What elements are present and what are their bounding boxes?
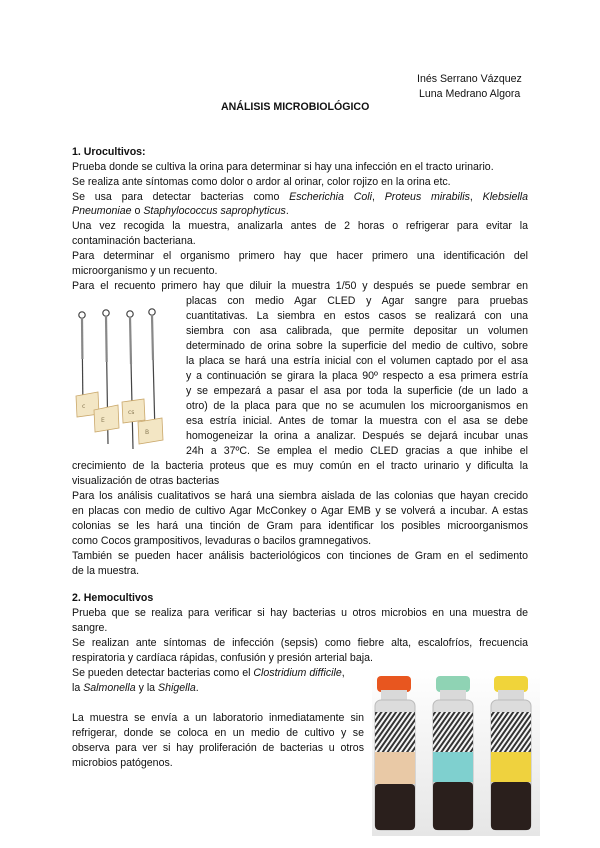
paragraph-line: Una vez recogida la muestra, analizarla antes de 2 horas o refrigerar para evitar la xyxy=(72,220,528,232)
paragraph-line: Se realiza ante síntomas como dolor o ardor al orinar, color rojizo en la orina etc. xyxy=(72,176,451,188)
paragraph-line: de la muestra. xyxy=(72,565,140,577)
calibrated-loops-icon xyxy=(72,304,176,454)
paragraph-line: refrigerar, donde se coloca en un medio de cultivo y se xyxy=(72,727,364,739)
paragraph-line: y a continuación se girara la placa 90º respecto a esa primera estría xyxy=(186,370,528,382)
paragraph-line: Para determinar el organismo primero hay que hacer primero una identificación del xyxy=(72,250,528,262)
paragraph-line: siembra con asa calibrada, que permite depositar un volumen xyxy=(186,325,528,337)
paragraph-line: Prueba donde se cultiva la orina para determinar si hay una infección en el tracto urinario. xyxy=(72,161,494,173)
paragraph-line: la placa se hará una estría inicial con el volumen captado por el asa xyxy=(186,355,528,367)
author-name-1: Inés Serrano Vázquez xyxy=(417,73,522,85)
paragraph-line: como Cocos grampositivos, levaduras o bacilos gramnegativos. xyxy=(72,535,372,547)
paragraph-line: Prueba que se realiza para verificar si hay bacterias u otros microbios en una muestra de xyxy=(72,607,528,619)
paragraph-line: microbios patógenos. xyxy=(72,757,173,769)
section-heading-hemocultivos: 2. Hemocultivos xyxy=(72,592,154,604)
paragraph-line: crecimiento de la bacteria proteus que es muy común en el tracto urinario y dificulta la xyxy=(72,460,528,472)
paragraph-line: visualización de otras bacterias xyxy=(72,475,220,487)
svg-text:B: B xyxy=(145,429,150,436)
paragraph-line: 24h a 37ºC. Se emplea el medio CLED gracias a que inhibe el xyxy=(186,445,528,457)
paragraph-line: en placas con medio de cultivo Agar McConkey o Agar EMB y se volverá a incubar. A estas xyxy=(72,505,528,517)
section-heading-urocultivos: 1. Urocultivos: xyxy=(72,146,146,158)
page-title: ANÁLISIS MICROBIOLÓGICO xyxy=(221,101,370,113)
svg-text:cs: cs xyxy=(128,409,135,416)
paragraph-line: determinado de orina sobre la superficie del medio de cultivo, sobre xyxy=(186,340,528,352)
paragraph-line: Pneumoniae o Staphylococcus saprophyticus. xyxy=(72,205,289,217)
paragraph-line: También se pueden hacer análisis bacteriológicos con tinciones de Gram en el sedimento xyxy=(72,550,528,562)
paragraph-line: Se usa para detectar bacterias como Escherichia Coli, Proteus mirabilis, Klebsiella xyxy=(72,191,528,203)
paragraph-line: la Salmonella y la Shigella. xyxy=(72,682,199,694)
paragraph-line: respiratoria y cardíaca rápidas, confusión y presión arterial baja. xyxy=(72,652,373,664)
paragraph-line: esa estría inicial. Antes de tomar la muestra con el asa se debe xyxy=(186,415,528,427)
paragraph-line: cuantitativas. La siembra en estos casos se realizará con una xyxy=(186,310,528,322)
blood-culture-bottles-icon xyxy=(372,668,540,836)
paragraph-line: homogeneizar la orina a analizar. Después se dejará incubar unas xyxy=(186,430,528,442)
paragraph-line: Se pueden detectar bacterias como el Clostridium difficile, xyxy=(72,667,345,679)
paragraph-line: microorganismo y un recuento. xyxy=(72,265,218,277)
paragraph-line: placas con medio Agar CLED y Agar sangre para pruebas xyxy=(186,295,528,307)
paragraph-line: observa para ver si hay proliferación de bacterias u otros xyxy=(72,742,364,754)
paragraph-line: y se empezará a pasar el asa por toda la superficie (de un lado a xyxy=(186,385,528,397)
paragraph-line: sangre. xyxy=(72,622,108,634)
svg-text:E: E xyxy=(101,417,105,424)
paragraph-line: Para el recuento primero hay que diluir la muestra 1/50 y después se puede sembrar en xyxy=(72,280,528,292)
paragraph-line: Para los análisis cualitativos se hará una siembra aislada de las colonias que hayan crecido xyxy=(72,490,528,502)
paragraph-line: colonias se les hará una tinción de Gram para identificar los posibles microorganismos xyxy=(72,520,528,532)
svg-text:c: c xyxy=(82,403,86,410)
paragraph-line: otro) de la placa para que no se acumulen los microorganismos en xyxy=(186,400,528,412)
paragraph-line: La muestra se envía a un laboratorio inmediatamente sin xyxy=(72,712,364,724)
author-name-2: Luna Medrano Algora xyxy=(419,88,521,100)
paragraph-line: Se realizan ante síntomas de infección (sepsis) como fiebre alta, escalofríos, frecuencia xyxy=(72,637,528,649)
paragraph-line: contaminación bacteriana. xyxy=(72,235,196,247)
